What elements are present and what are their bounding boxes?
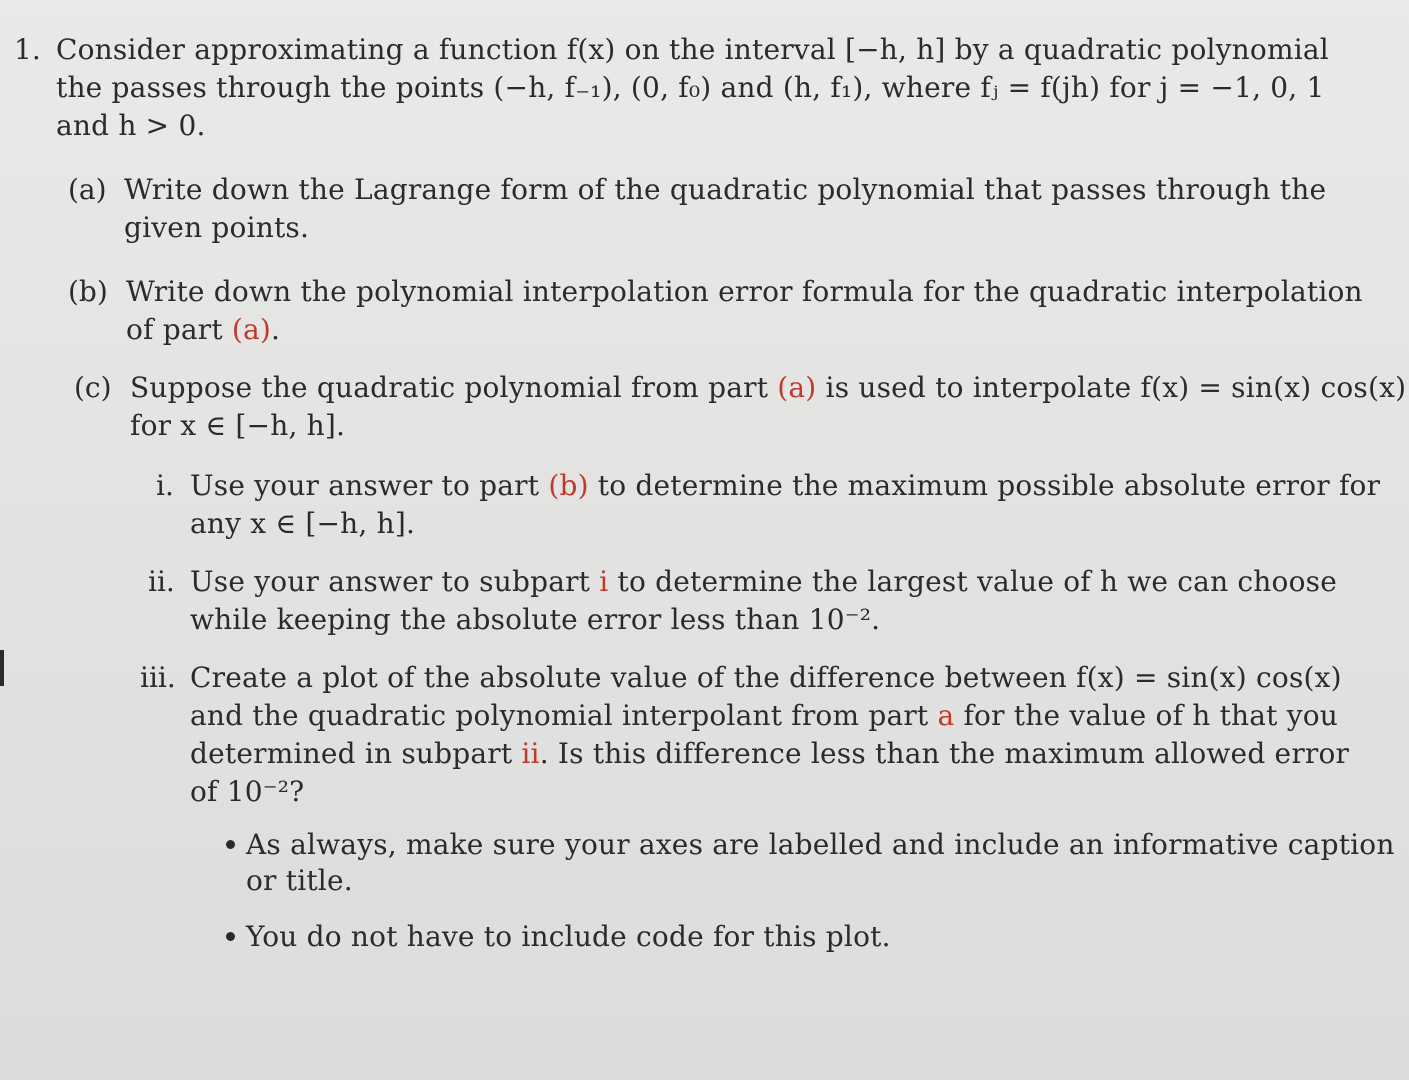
part-a-reference-link[interactable]: (a) [777, 371, 817, 404]
part-c-line-1 [130, 370, 1406, 406]
subpart-ii-reference-link[interactable]: ii [521, 737, 540, 770]
subpart-iii-line-3-end: . Is this difference less than the maximum allowed error [539, 737, 1350, 770]
subpart-iii-line-3-text: determined in subpart [190, 737, 522, 770]
subpart-i-line-1-end: to determine the maximum possible absolute error for [588, 469, 1381, 502]
bullet-1-line-1: As always, make sure your axes are labelled and include an informative caption [246, 828, 1395, 861]
subpart-iii-line-1: Create a plot of the absolute value of the difference between f(x) = sin(x) cos(x) [190, 661, 1342, 694]
subpart-iii-line-3 [190, 736, 1349, 772]
part-b-label: (b) [68, 275, 108, 308]
part-a-reference-link[interactable]: a [937, 699, 955, 732]
subpart-iii-line-2-text: and the quadratic polynomial interpolant from part [190, 699, 938, 732]
page-edge-mark [0, 650, 4, 686]
subpart-ii-line-2: while keeping the absolute error less than 10⁻². [190, 603, 881, 636]
part-b-line-2-text: of part [126, 313, 232, 346]
part-a-label: (a) [68, 173, 107, 206]
bullet-1-line-2: or title. [246, 864, 353, 897]
part-c-line-2: for x ∈ [−h, h]. [130, 409, 346, 442]
bullet-2-line-1: You do not have to include code for this plot. [246, 920, 891, 953]
subpart-iii-line-2-end: for the value of h that you [954, 699, 1339, 732]
part-b-line-2-end: . [271, 313, 281, 346]
part-b-line-1: Write down the polynomial interpolation error formula for the quadratic interpolation [126, 275, 1363, 308]
intro-line-1: Consider approximating a function f(x) on the interval [−h, h] by a quadratic polynomial [56, 33, 1329, 66]
part-b-line-2 [126, 312, 280, 348]
part-c-label: (c) [74, 371, 112, 404]
intro-line-3: and h > 0. [56, 109, 206, 142]
part-a-reference-link[interactable]: (a) [231, 313, 272, 346]
subpart-ii-line-1 [190, 564, 1337, 600]
part-b-reference-link[interactable]: (b) [548, 469, 589, 502]
subpart-iii-label: iii. [140, 661, 176, 694]
subpart-i-line-1-text: Use your answer to part [190, 469, 549, 502]
subpart-i-line-1 [190, 468, 1380, 504]
part-c-line-1-text: Suppose the quadratic polynomial from part [130, 371, 778, 404]
subpart-iii-line-2 [190, 698, 1338, 734]
bullet-icon [226, 932, 235, 941]
subpart-i-label: i. [156, 469, 174, 502]
subpart-i-reference-link[interactable]: i [599, 565, 609, 598]
subpart-ii-line-1-end: to determine the largest value of h we can choose [608, 565, 1337, 598]
subpart-ii-label: ii. [148, 565, 175, 598]
part-a-line-1: Write down the Lagrange form of the quadratic polynomial that passes through the [124, 173, 1327, 206]
bullet-icon [226, 840, 235, 849]
intro-line-2: the passes through the points (−h, f₋₁), (0, f₀) and (h, f₁), where fⱼ = f(jh) for j = −1, 0, 1 [56, 71, 1325, 104]
subpart-ii-line-1-text: Use your answer to subpart [190, 565, 600, 598]
part-a-line-2: given points. [124, 211, 310, 244]
subpart-iii-line-4: of 10⁻²? [190, 775, 305, 808]
part-c-line-1-end: is used to interpolate f(x) = sin(x) cos(x) [816, 371, 1407, 404]
problem-number: 1. [14, 33, 41, 66]
subpart-i-line-2: any x ∈ [−h, h]. [190, 507, 416, 540]
